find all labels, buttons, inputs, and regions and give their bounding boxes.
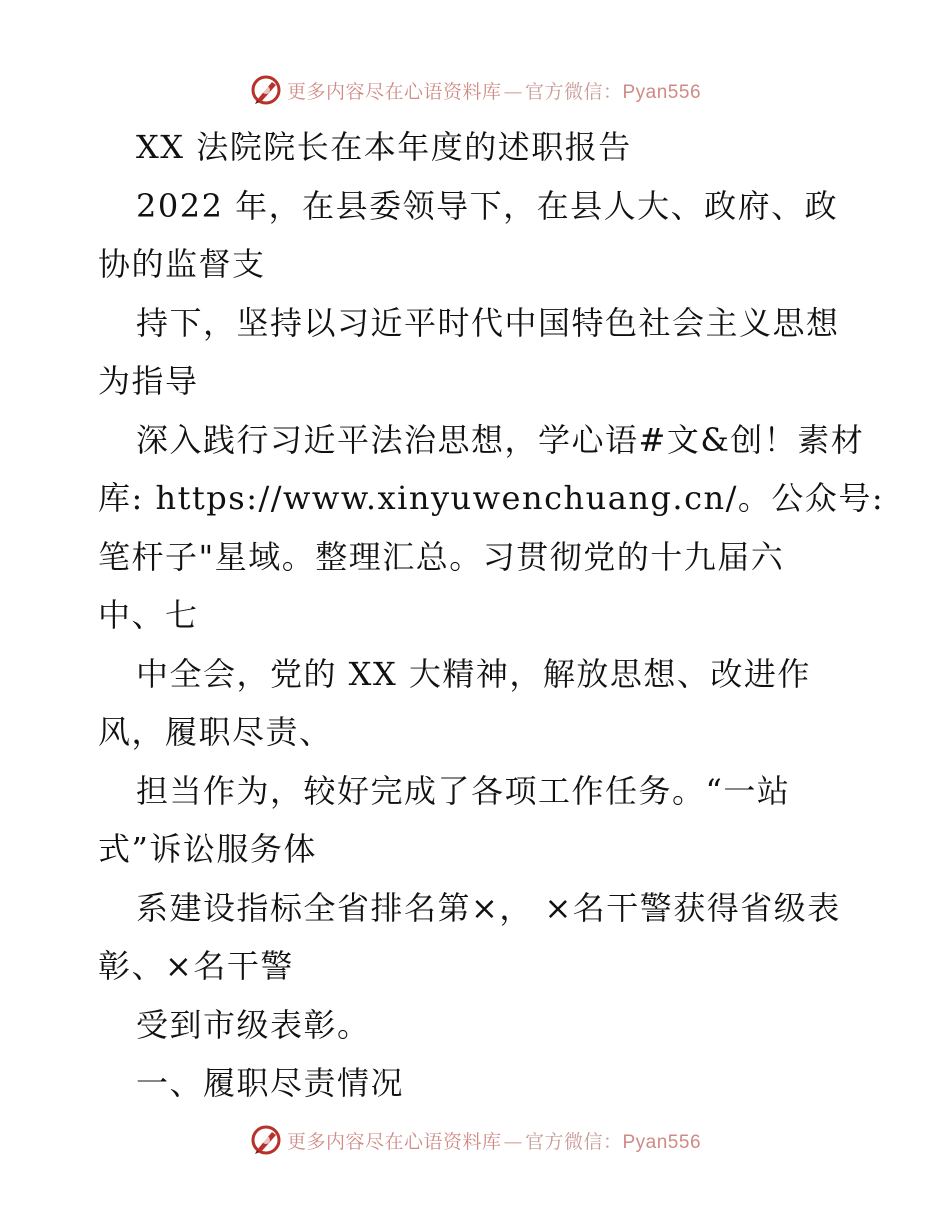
banner-text — [287, 1127, 701, 1154]
body-text-line: 笔杆子"星域。整理汇总。习贯彻党的十九届六 — [98, 537, 785, 576]
pen-circle-logo-icon — [249, 73, 283, 107]
banner-wechat-label: 官方微信： — [524, 1130, 623, 1153]
banner-main-text: 更多内容尽在心语资料库 — [286, 1130, 502, 1153]
body-text-line: 一、履职尽责情况 — [136, 1064, 405, 1102]
header-watermark-banner — [0, 70, 950, 110]
banner-wechat-id: Pyan556 — [622, 1131, 702, 1153]
banner-wechat-label: 官方微信： — [524, 80, 623, 103]
footer-watermark-banner — [0, 1120, 950, 1160]
pen-circle-logo-icon — [249, 1123, 283, 1157]
banner-wechat-id: Pyan556 — [622, 81, 702, 103]
body-text-line: 中全会，党的 XX 大精神，解放思想、改进作 — [136, 654, 811, 693]
body-text-line: 彰、×名干警 — [98, 947, 294, 985]
body-text-line: 系建设指标全省排名第×， ×名干警获得省级表 — [136, 888, 841, 927]
banner-separator: — — [503, 1130, 523, 1153]
banner-text — [287, 77, 701, 104]
body-text-line: 中、七 — [98, 596, 199, 634]
body-text-line: 2022 年，在县委领导下，在县人大、政府、政 — [136, 186, 839, 225]
body-text-line: 受到市级表彰。 — [136, 1005, 371, 1044]
document-title: XX 法院院长在本年度的述职报告 — [136, 128, 632, 166]
body-text-line: 风，履职尽责、 — [98, 713, 333, 751]
body-text-line: 库: https://www.xinyuwenchuang.cn/。公众号: — [98, 479, 885, 517]
banner-separator: — — [503, 80, 523, 103]
body-text-line: 深入践行习近平法治思想，学心语#文&创！素材 — [136, 420, 865, 459]
body-text-line: 式”诉讼服务体 — [98, 830, 317, 868]
body-text-line: 协的监督支 — [98, 245, 266, 283]
body-text-line: 担当作为，较好完成了各项工作任务。“一站 — [136, 771, 791, 810]
document-body — [98, 118, 885, 1113]
body-text-line: 持下，坚持以习近平时代中国特色社会主义思想 — [136, 303, 840, 342]
banner-main-text: 更多内容尽在心语资料库 — [286, 80, 502, 103]
body-text-line: 为指导 — [98, 362, 199, 400]
